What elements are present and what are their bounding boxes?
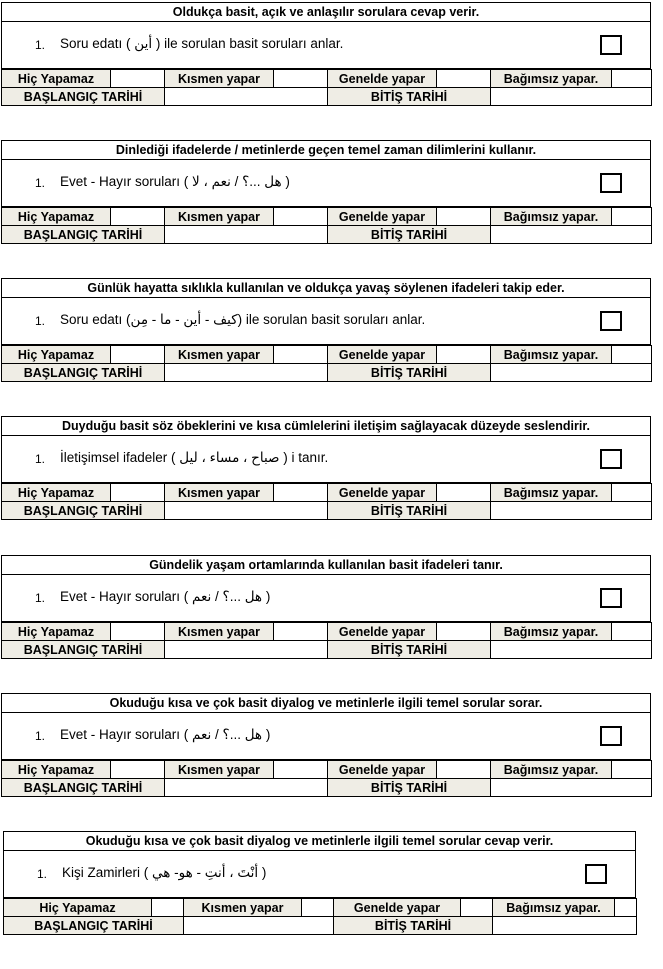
start-date-label: BAŞLANGIÇ TARİHİ: [2, 364, 165, 382]
item-number: 1.: [35, 38, 46, 52]
level-partial-label: Kısmen yapar: [165, 208, 274, 226]
level-general-cell[interactable]: [437, 70, 491, 88]
skill-block: [1, 278, 651, 382]
level-general-label: Genelde yapar: [328, 70, 437, 88]
start-date-label: BAŞLANGIÇ TARİHİ: [2, 779, 165, 797]
level-general-cell[interactable]: [437, 484, 491, 502]
item-checkbox[interactable]: [600, 726, 622, 746]
end-date-label: BİTİŞ TARİHİ: [328, 502, 491, 520]
level-row: [2, 623, 652, 641]
level-none-label: Hiç Yapamaz: [2, 484, 111, 502]
level-table: [1, 69, 652, 106]
level-partial-label: Kısmen yapar: [165, 346, 274, 364]
item-number: 1.: [35, 729, 46, 743]
level-independent-label: Bağımsız yapar.: [491, 346, 612, 364]
level-independent-label: Bağımsız yapar.: [491, 623, 612, 641]
end-date-field[interactable]: [491, 641, 652, 659]
end-date-label: BİTİŞ TARİHİ: [334, 917, 493, 935]
skill-block: [1, 555, 651, 659]
end-date-label: BİTİŞ TARİHİ: [328, 226, 491, 244]
skill-title: Dinlediği ifadelerde / metinlerde geçen temel zaman dilimlerini kullanır.: [1, 140, 651, 159]
skill-block: [3, 831, 636, 935]
level-row: [2, 484, 652, 502]
level-table: [3, 898, 637, 935]
date-row: [2, 779, 652, 797]
level-partial-label: Kısmen yapar: [165, 484, 274, 502]
level-general-cell[interactable]: [437, 623, 491, 641]
skill-block: [1, 693, 651, 797]
date-row: [2, 641, 652, 659]
skill-item: [1, 297, 651, 345]
level-partial-cell[interactable]: [274, 484, 328, 502]
level-partial-cell[interactable]: [274, 208, 328, 226]
item-text: Soru edatı (كيف - أين - ما - مِن) ile sorulan basit soruları anlar.: [60, 312, 426, 327]
level-none-cell[interactable]: [111, 623, 165, 641]
item-checkbox[interactable]: [600, 449, 622, 469]
level-independent-label: Bağımsız yapar.: [491, 70, 612, 88]
level-partial-cell[interactable]: [302, 899, 334, 917]
skill-title: Okuduğu kısa ve çok basit diyalog ve metinlerle ilgili temel sorular sorar.: [1, 693, 651, 712]
level-partial-label: Kısmen yapar: [165, 761, 274, 779]
level-independent-cell[interactable]: [612, 208, 652, 226]
level-none-label: Hiç Yapamaz: [4, 899, 152, 917]
level-independent-cell[interactable]: [612, 623, 652, 641]
start-date-field[interactable]: [165, 226, 328, 244]
end-date-label: BİTİŞ TARİHİ: [328, 641, 491, 659]
item-number: 1.: [35, 452, 46, 466]
date-row: [2, 364, 652, 382]
level-general-label: Genelde yapar: [328, 346, 437, 364]
item-checkbox[interactable]: [600, 311, 622, 331]
skill-block: [1, 416, 651, 520]
level-independent-label: Bağımsız yapar.: [491, 208, 612, 226]
end-date-field[interactable]: [491, 779, 652, 797]
item-text: Evet - Hayır soruları ( هل ...؟ / نعم ، لا ): [60, 174, 290, 189]
level-general-cell[interactable]: [437, 761, 491, 779]
level-row: [4, 899, 637, 917]
item-number: 1.: [35, 176, 46, 190]
level-independent-label: Bağımsız yapar.: [491, 761, 612, 779]
date-row: [2, 226, 652, 244]
end-date-label: BİTİŞ TARİHİ: [328, 779, 491, 797]
level-independent-cell[interactable]: [612, 484, 652, 502]
level-independent-cell[interactable]: [612, 346, 652, 364]
level-partial-label: Kısmen yapar: [184, 899, 302, 917]
item-number: 1.: [35, 314, 46, 328]
level-none-cell[interactable]: [111, 70, 165, 88]
level-general-cell[interactable]: [461, 899, 493, 917]
level-independent-cell[interactable]: [612, 761, 652, 779]
level-table: [1, 207, 652, 244]
end-date-field[interactable]: [493, 917, 637, 935]
skill-item: [1, 159, 651, 207]
skill-item: [1, 574, 651, 622]
level-partial-cell[interactable]: [274, 623, 328, 641]
end-date-field[interactable]: [491, 364, 652, 382]
level-table: [1, 622, 652, 659]
level-row: [2, 761, 652, 779]
start-date-field[interactable]: [184, 917, 334, 935]
skill-title: Gündelik yaşam ortamlarında kullanılan basit ifadeleri tanır.: [1, 555, 651, 574]
level-none-label: Hiç Yapamaz: [2, 623, 111, 641]
skill-title: Oldukça basit, açık ve anlaşılır sorulara cevap verir.: [1, 2, 651, 21]
date-row: [4, 917, 637, 935]
level-none-label: Hiç Yapamaz: [2, 70, 111, 88]
start-date-label: BAŞLANGIÇ TARİHİ: [2, 502, 165, 520]
level-general-label: Genelde yapar: [334, 899, 461, 917]
level-row: [2, 70, 652, 88]
end-date-field[interactable]: [491, 502, 652, 520]
skill-title: Okuduğu kısa ve çok basit diyalog ve metinlerle ilgili temel sorular cevap verir.: [3, 831, 636, 850]
level-independent-label: Bağımsız yapar.: [493, 899, 615, 917]
item-checkbox[interactable]: [585, 864, 607, 884]
level-none-cell[interactable]: [111, 208, 165, 226]
skill-block: [1, 140, 651, 244]
level-partial-label: Kısmen yapar: [165, 70, 274, 88]
level-none-cell[interactable]: [111, 761, 165, 779]
date-row: [2, 88, 652, 106]
skill-block: [1, 2, 651, 106]
item-text: Evet - Hayır soruları ( هل ...؟ / نعم ): [60, 727, 271, 742]
level-none-cell[interactable]: [152, 899, 184, 917]
level-general-label: Genelde yapar: [328, 761, 437, 779]
level-independent-label: Bağımsız yapar.: [491, 484, 612, 502]
level-row: [2, 208, 652, 226]
level-none-label: Hiç Yapamaz: [2, 346, 111, 364]
level-general-label: Genelde yapar: [328, 484, 437, 502]
end-date-label: BİTİŞ TARİHİ: [328, 364, 491, 382]
level-general-cell[interactable]: [437, 208, 491, 226]
item-checkbox[interactable]: [600, 35, 622, 55]
end-date-field[interactable]: [491, 226, 652, 244]
level-general-label: Genelde yapar: [328, 208, 437, 226]
start-date-field[interactable]: [165, 88, 328, 106]
item-text: Evet - Hayır soruları ( هل ...؟ / نعم ): [60, 589, 271, 604]
end-date-field[interactable]: [491, 88, 652, 106]
start-date-field[interactable]: [165, 364, 328, 382]
level-independent-cell[interactable]: [612, 70, 652, 88]
item-text: İletişimsel ifadeler ( صباح ، مساء ، ليل ) i tanır.: [60, 450, 329, 465]
skill-item: [1, 435, 651, 483]
skill-title: Duyduğu basit söz öbeklerini ve kısa cümlelerini iletişim sağlayacak düzeyde seslendirir.: [1, 416, 651, 435]
level-general-label: Genelde yapar: [328, 623, 437, 641]
level-partial-cell[interactable]: [274, 761, 328, 779]
item-text: Soru edatı ( أين ) ile sorulan basit soruları anlar.: [60, 36, 344, 51]
level-partial-cell[interactable]: [274, 346, 328, 364]
level-row: [2, 346, 652, 364]
level-table: [1, 760, 652, 797]
level-partial-label: Kısmen yapar: [165, 623, 274, 641]
level-independent-cell[interactable]: [615, 899, 637, 917]
start-date-label: BAŞLANGIÇ TARİHİ: [2, 226, 165, 244]
start-date-label: BAŞLANGIÇ TARİHİ: [2, 641, 165, 659]
level-general-cell[interactable]: [437, 346, 491, 364]
start-date-label: BAŞLANGIÇ TARİHİ: [2, 88, 165, 106]
level-none-label: Hiç Yapamaz: [2, 761, 111, 779]
start-date-field[interactable]: [165, 502, 328, 520]
end-date-label: BİTİŞ TARİHİ: [328, 88, 491, 106]
item-text: Kişi Zamirleri ( أنْتَ ، أنتِ - هو- هي ): [62, 865, 267, 880]
start-date-field[interactable]: [165, 779, 328, 797]
level-table: [1, 483, 652, 520]
item-checkbox[interactable]: [600, 588, 622, 608]
item-number: 1.: [37, 867, 48, 881]
start-date-field[interactable]: [165, 641, 328, 659]
skill-item: [1, 712, 651, 760]
level-none-cell[interactable]: [111, 346, 165, 364]
item-number: 1.: [35, 591, 46, 605]
item-checkbox[interactable]: [600, 173, 622, 193]
skill-item: [1, 21, 651, 69]
skill-title: Günlük hayatta sıklıkla kullanılan ve oldukça yavaş söylenen ifadeleri takip eder.: [1, 278, 651, 297]
date-row: [2, 502, 652, 520]
skill-item: [3, 850, 636, 898]
level-none-cell[interactable]: [111, 484, 165, 502]
level-table: [1, 345, 652, 382]
level-partial-cell[interactable]: [274, 70, 328, 88]
level-none-label: Hiç Yapamaz: [2, 208, 111, 226]
start-date-label: BAŞLANGIÇ TARİHİ: [4, 917, 184, 935]
